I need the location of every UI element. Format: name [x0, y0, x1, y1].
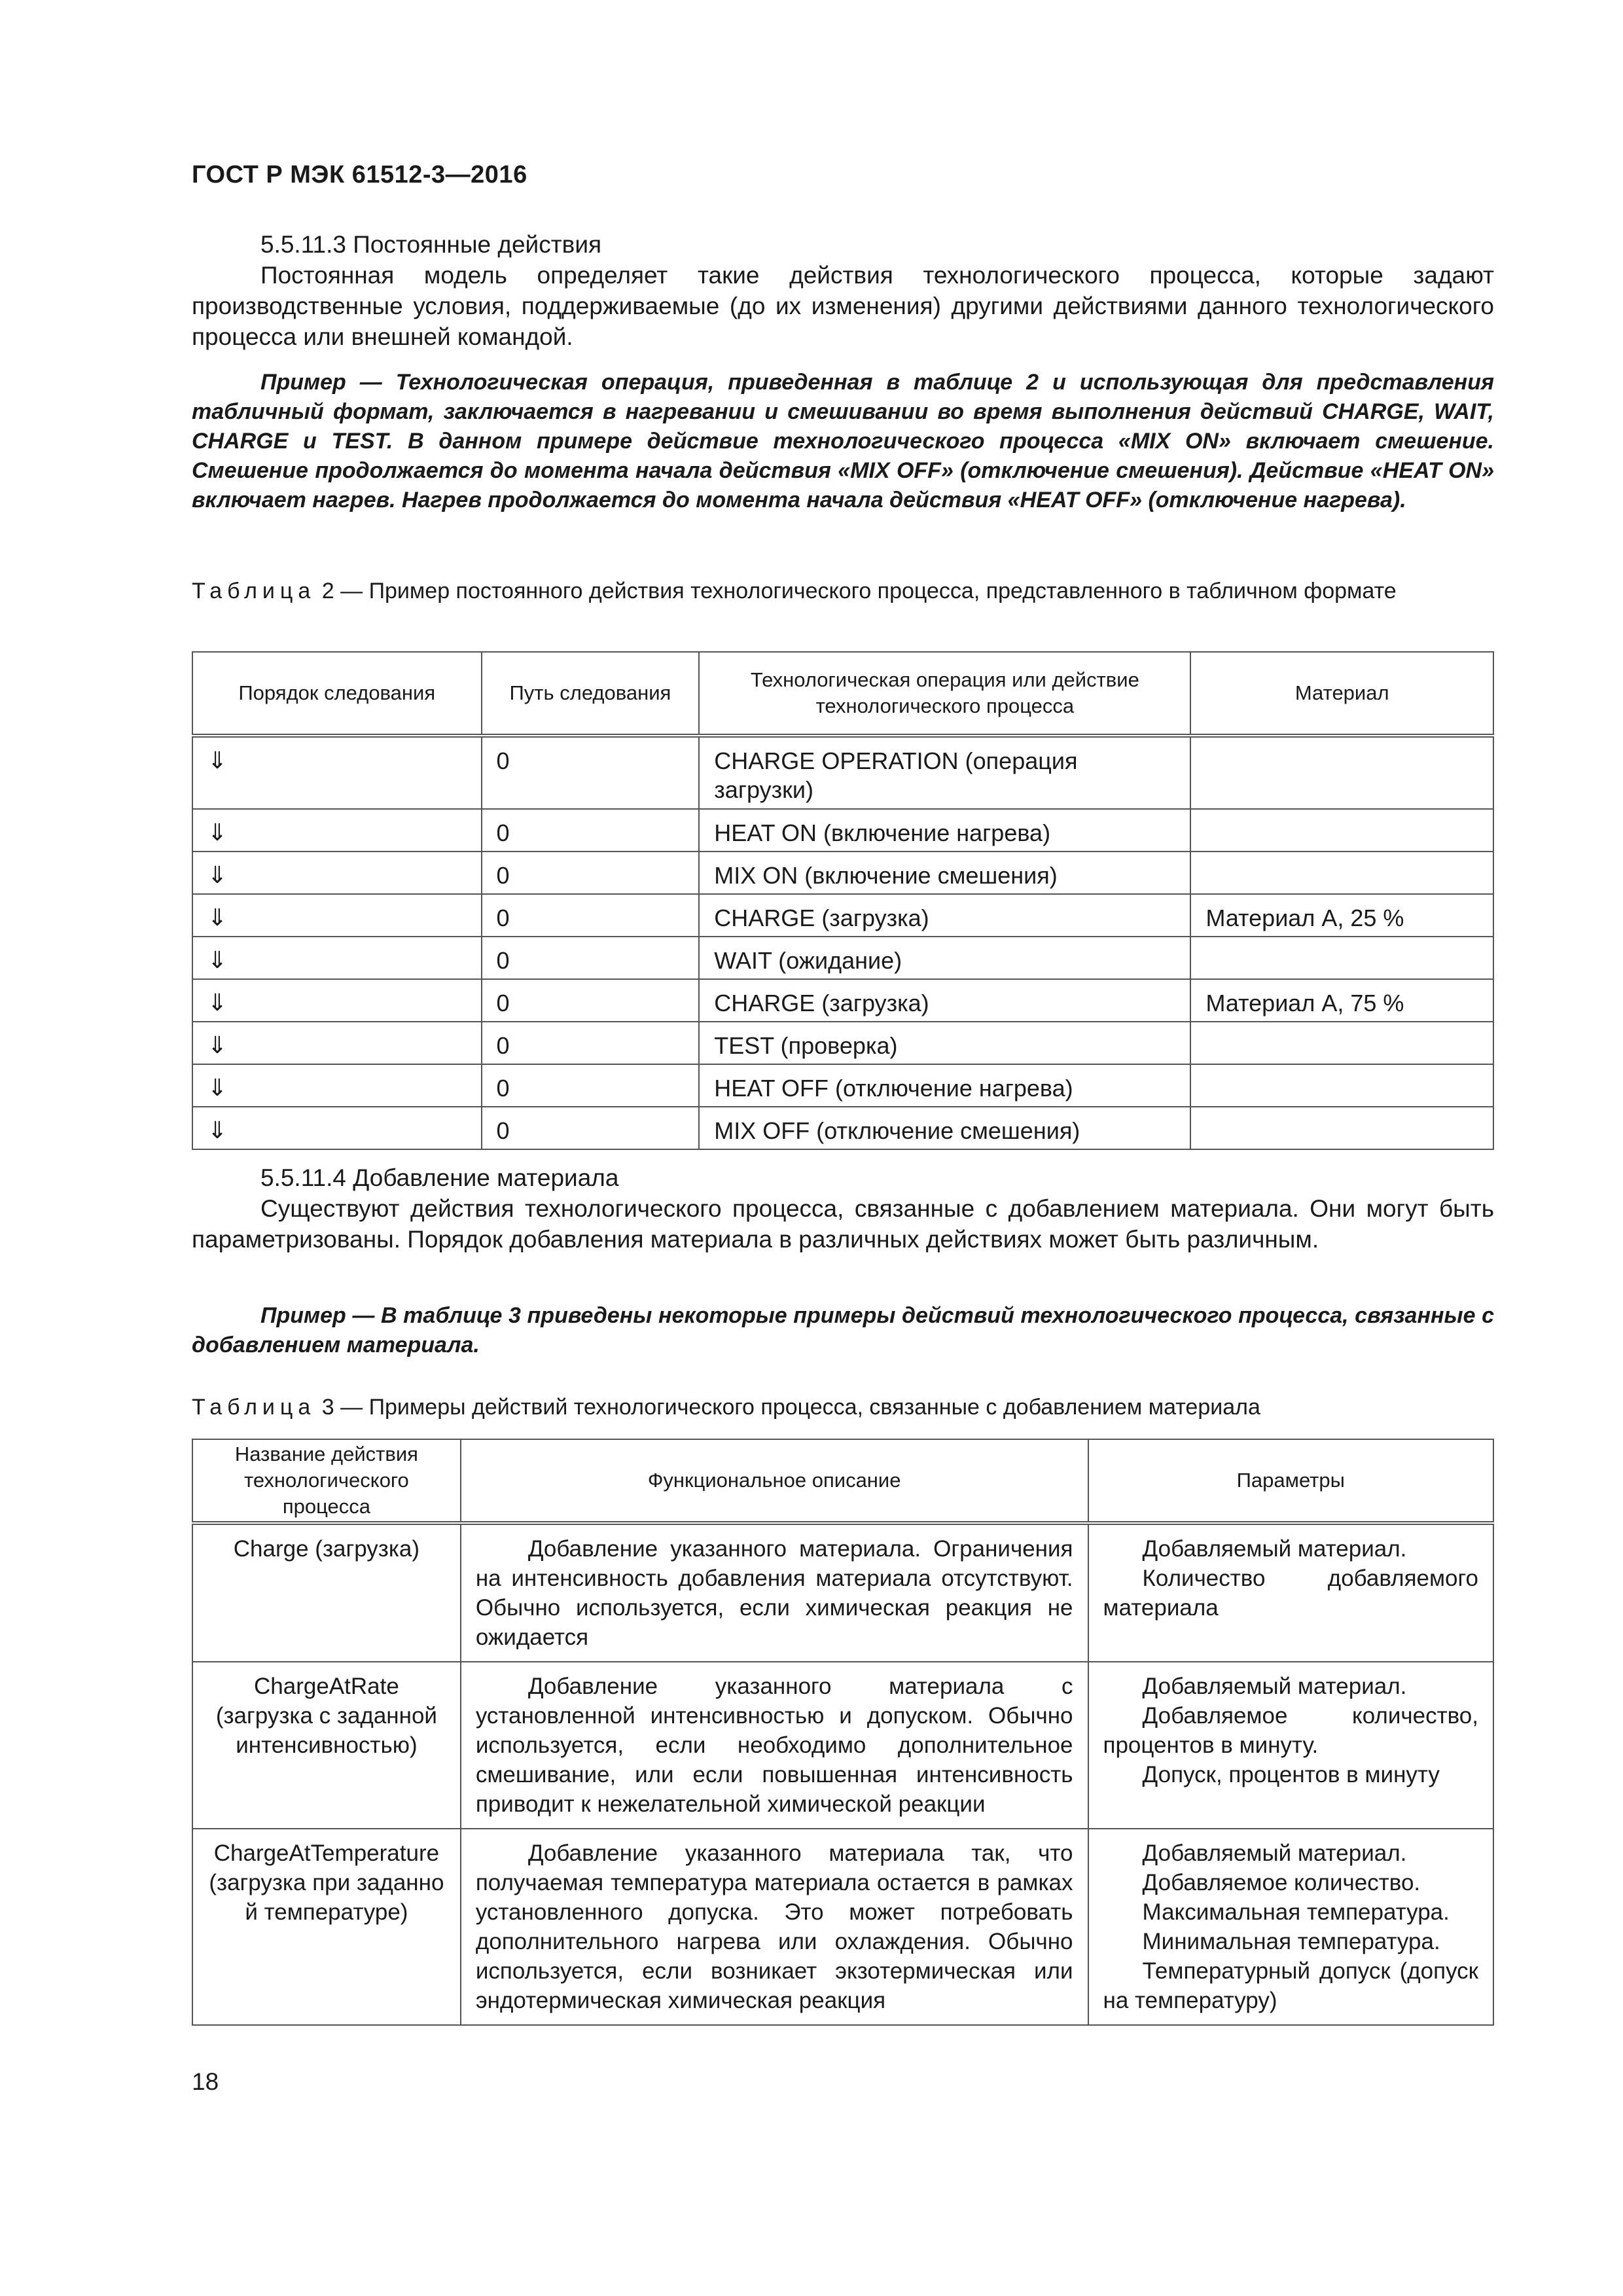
- table-3-caption-label: Таблица: [192, 1395, 316, 1420]
- table-row: [192, 809, 1493, 852]
- param-line: Максимальная температура.: [1142, 1899, 1450, 1925]
- table-2-header-row: [192, 652, 1493, 736]
- table-3-cell-name: Charge (загрузка): [192, 1523, 461, 1662]
- table-3-cell-description: Добавление указанного материала так, что получаемая температура материала остается в рамках установленного допуска. Это может потребовать дополнительного нагрева или охлаждения. Обычно используется, если возникает экзотермическая или эндотермическая химическая реакция: [461, 1829, 1088, 2025]
- table-3-cell-params: [1088, 1523, 1493, 1662]
- table-3-cell-params: [1088, 1662, 1493, 1829]
- param-line: Добавляемый материал.: [1142, 1536, 1407, 1562]
- table-2-cell-material: Материал A, 75 %: [1190, 979, 1493, 1022]
- table-2-cell-action: HEAT OFF (отключение нагрева): [699, 1064, 1190, 1107]
- table-2-cell-path: 0: [482, 852, 700, 894]
- table-row: [192, 1107, 1493, 1149]
- table-2-cell-path: 0: [482, 1107, 700, 1149]
- table-row: [192, 937, 1493, 979]
- down-arrow-icon: ⇓: [192, 894, 482, 937]
- down-arrow-icon: ⇓: [192, 809, 482, 852]
- table-3-header-description: Функциональное описание: [461, 1439, 1088, 1523]
- table-3-cell-description: Добавление указанного материала с установленной интенсивностью и допуском. Обычно используется, если необходимо дополнительное смешивание, или если повышенная интенсивность приводит к нежелательной химической реакции: [461, 1662, 1088, 1829]
- example-note-2: Пример — В таблице 3 приведены некоторые примеры действий технологического процесса, связанные с добавлением материала.: [192, 1303, 1494, 1357]
- table-row: [192, 736, 1493, 809]
- table-row: [192, 1022, 1493, 1064]
- table-2-cell-action: MIX OFF (отключение смешения): [699, 1107, 1190, 1149]
- table-row: [192, 979, 1493, 1022]
- table-3-cell-params: [1088, 1829, 1493, 2025]
- table-2-cell-path: 0: [482, 1022, 700, 1064]
- table-3-cell-name: ChargeAtTemperature (загрузка при заданной температуре): [192, 1829, 461, 2025]
- table-3-header-row: [192, 1439, 1493, 1523]
- table-2-header-material: Материал: [1190, 652, 1493, 736]
- table-3-header-name: Название действия технологического процесса: [192, 1439, 461, 1523]
- table-2-cell-path: 0: [482, 1064, 700, 1107]
- table-2-cell-material: Материал A, 25 %: [1190, 894, 1493, 937]
- table-2-cell-material: [1190, 852, 1493, 894]
- table-2-cell-material: [1190, 937, 1493, 979]
- table-2-header-path: Путь следования: [482, 652, 700, 736]
- param-line: Допуск, процентов в минуту: [1142, 1762, 1440, 1787]
- table-2-cell-path: 0: [482, 894, 700, 937]
- section-heading-5-5-11-4: 5.5.11.4 Добавление материала: [260, 1164, 619, 1191]
- table-2-cell-action: TEST (проверка): [699, 1022, 1190, 1064]
- table-2-cell-material: [1190, 736, 1493, 809]
- section-heading-5-5-11-3: 5.5.11.3 Постоянные действия: [260, 231, 602, 258]
- param-line: Температурный допуск (допуск на температуру): [1103, 1958, 1478, 2013]
- table-2-cell-path: 0: [482, 979, 700, 1022]
- table-2-caption-label: Таблица: [192, 579, 316, 603]
- table-2-cell-action: CHARGE OPERATION (операция загрузки): [699, 736, 1190, 809]
- table-3-header-params: Параметры: [1088, 1439, 1493, 1523]
- param-line: Минимальная температура.: [1142, 1929, 1440, 1954]
- table-row: [192, 1064, 1493, 1107]
- table-2-cell-action: CHARGE (загрузка): [699, 979, 1190, 1022]
- table-3-caption-text: 3 — Примеры действий технологического процесса, связанные с добавлением материала: [321, 1395, 1260, 1420]
- down-arrow-icon: ⇓: [192, 937, 482, 979]
- table-2-caption: [192, 577, 1494, 605]
- table-2-cell-path: 0: [482, 937, 700, 979]
- table-2-cell-action: WAIT (ожидание): [699, 937, 1190, 979]
- section-body-5-5-11-4: Существуют действия технологического процесса, связанные с добавлением материала. Они могут быть параметризованы. Порядок добавления материала в различных действиях может быть различным.: [192, 1195, 1494, 1253]
- param-line: Количество добавляемого материала: [1103, 1566, 1478, 1621]
- table-2-cell-material: [1190, 1022, 1493, 1064]
- table-row: [192, 852, 1493, 894]
- table-2-cell-material: [1190, 1107, 1493, 1149]
- table-row: [192, 1829, 1493, 2025]
- table-2-cell-action: MIX ON (включение смешения): [699, 852, 1190, 894]
- table-2-cell-action: HEAT ON (включение нагрева): [699, 809, 1190, 852]
- page-number: 18: [192, 2068, 219, 2095]
- table-row: [192, 1523, 1493, 1662]
- table-2: [192, 651, 1494, 1150]
- table-3-cell-description: Добавление указанного материала. Ограничения на интенсивность добавления материала отсутствуют. Обычно используется, если химическая реакция не ожидается: [461, 1523, 1088, 1662]
- example-note-1: Пример — Технологическая операция, приведенная в таблице 2 и использующая для представления табличный формат, заключается в нагревании и смешивании во время выполнения действий CHARGE, WAIT, CHARGE и TEST. В данном примере действие технологического процесса «MIX ON» включает смешение. Смешение продолжается до момента начала действия «MIX OFF» (отключение смешения). Действие «HEAT ON» включает нагрев. Нагрев продолжается до момента начала действия «HEAT OFF» (отключение нагрева).: [192, 370, 1494, 512]
- table-2-caption-text: 2 — Пример постоянного действия технологического процесса, представленного в табличном формате: [321, 579, 1397, 603]
- table-2-cell-material: [1190, 809, 1493, 852]
- section-body-5-5-11-3: Постоянная модель определяет такие действия технологического процесса, которые задают производственные условия, поддерживаемые (до их изменения) другими действиями данного технологического процесса или внешней командой.: [192, 262, 1494, 350]
- table-row: [192, 894, 1493, 937]
- table-row: [192, 1662, 1493, 1829]
- standard-header: ГОСТ Р МЭК 61512-3—2016: [192, 161, 527, 188]
- down-arrow-icon: ⇓: [192, 736, 482, 809]
- param-line: Добавляемый материал.: [1142, 1674, 1407, 1699]
- table-2-cell-path: 0: [482, 736, 700, 809]
- down-arrow-icon: ⇓: [192, 979, 482, 1022]
- table-2-cell-path: 0: [482, 809, 700, 852]
- param-line: Добавляемое количество, процентов в минуту.: [1103, 1703, 1478, 1758]
- table-2-cell-material: [1190, 1064, 1493, 1107]
- param-line: Добавляемое количество.: [1142, 1870, 1421, 1895]
- param-line: Добавляемый материал.: [1142, 1840, 1407, 1866]
- down-arrow-icon: ⇓: [192, 1064, 482, 1107]
- table-2-header-order: Порядок следования: [192, 652, 482, 736]
- table-2-header-action: Технологическая операция или действие технологического процесса: [699, 652, 1190, 736]
- table-3-caption: [192, 1393, 1494, 1422]
- down-arrow-icon: ⇓: [192, 1022, 482, 1064]
- down-arrow-icon: ⇓: [192, 852, 482, 894]
- table-3: [192, 1439, 1494, 2026]
- down-arrow-icon: ⇓: [192, 1107, 482, 1149]
- table-3-cell-name: ChargeAtRate (загрузка с заданной интенсивностью): [192, 1662, 461, 1829]
- table-2-cell-action: CHARGE (загрузка): [699, 894, 1190, 937]
